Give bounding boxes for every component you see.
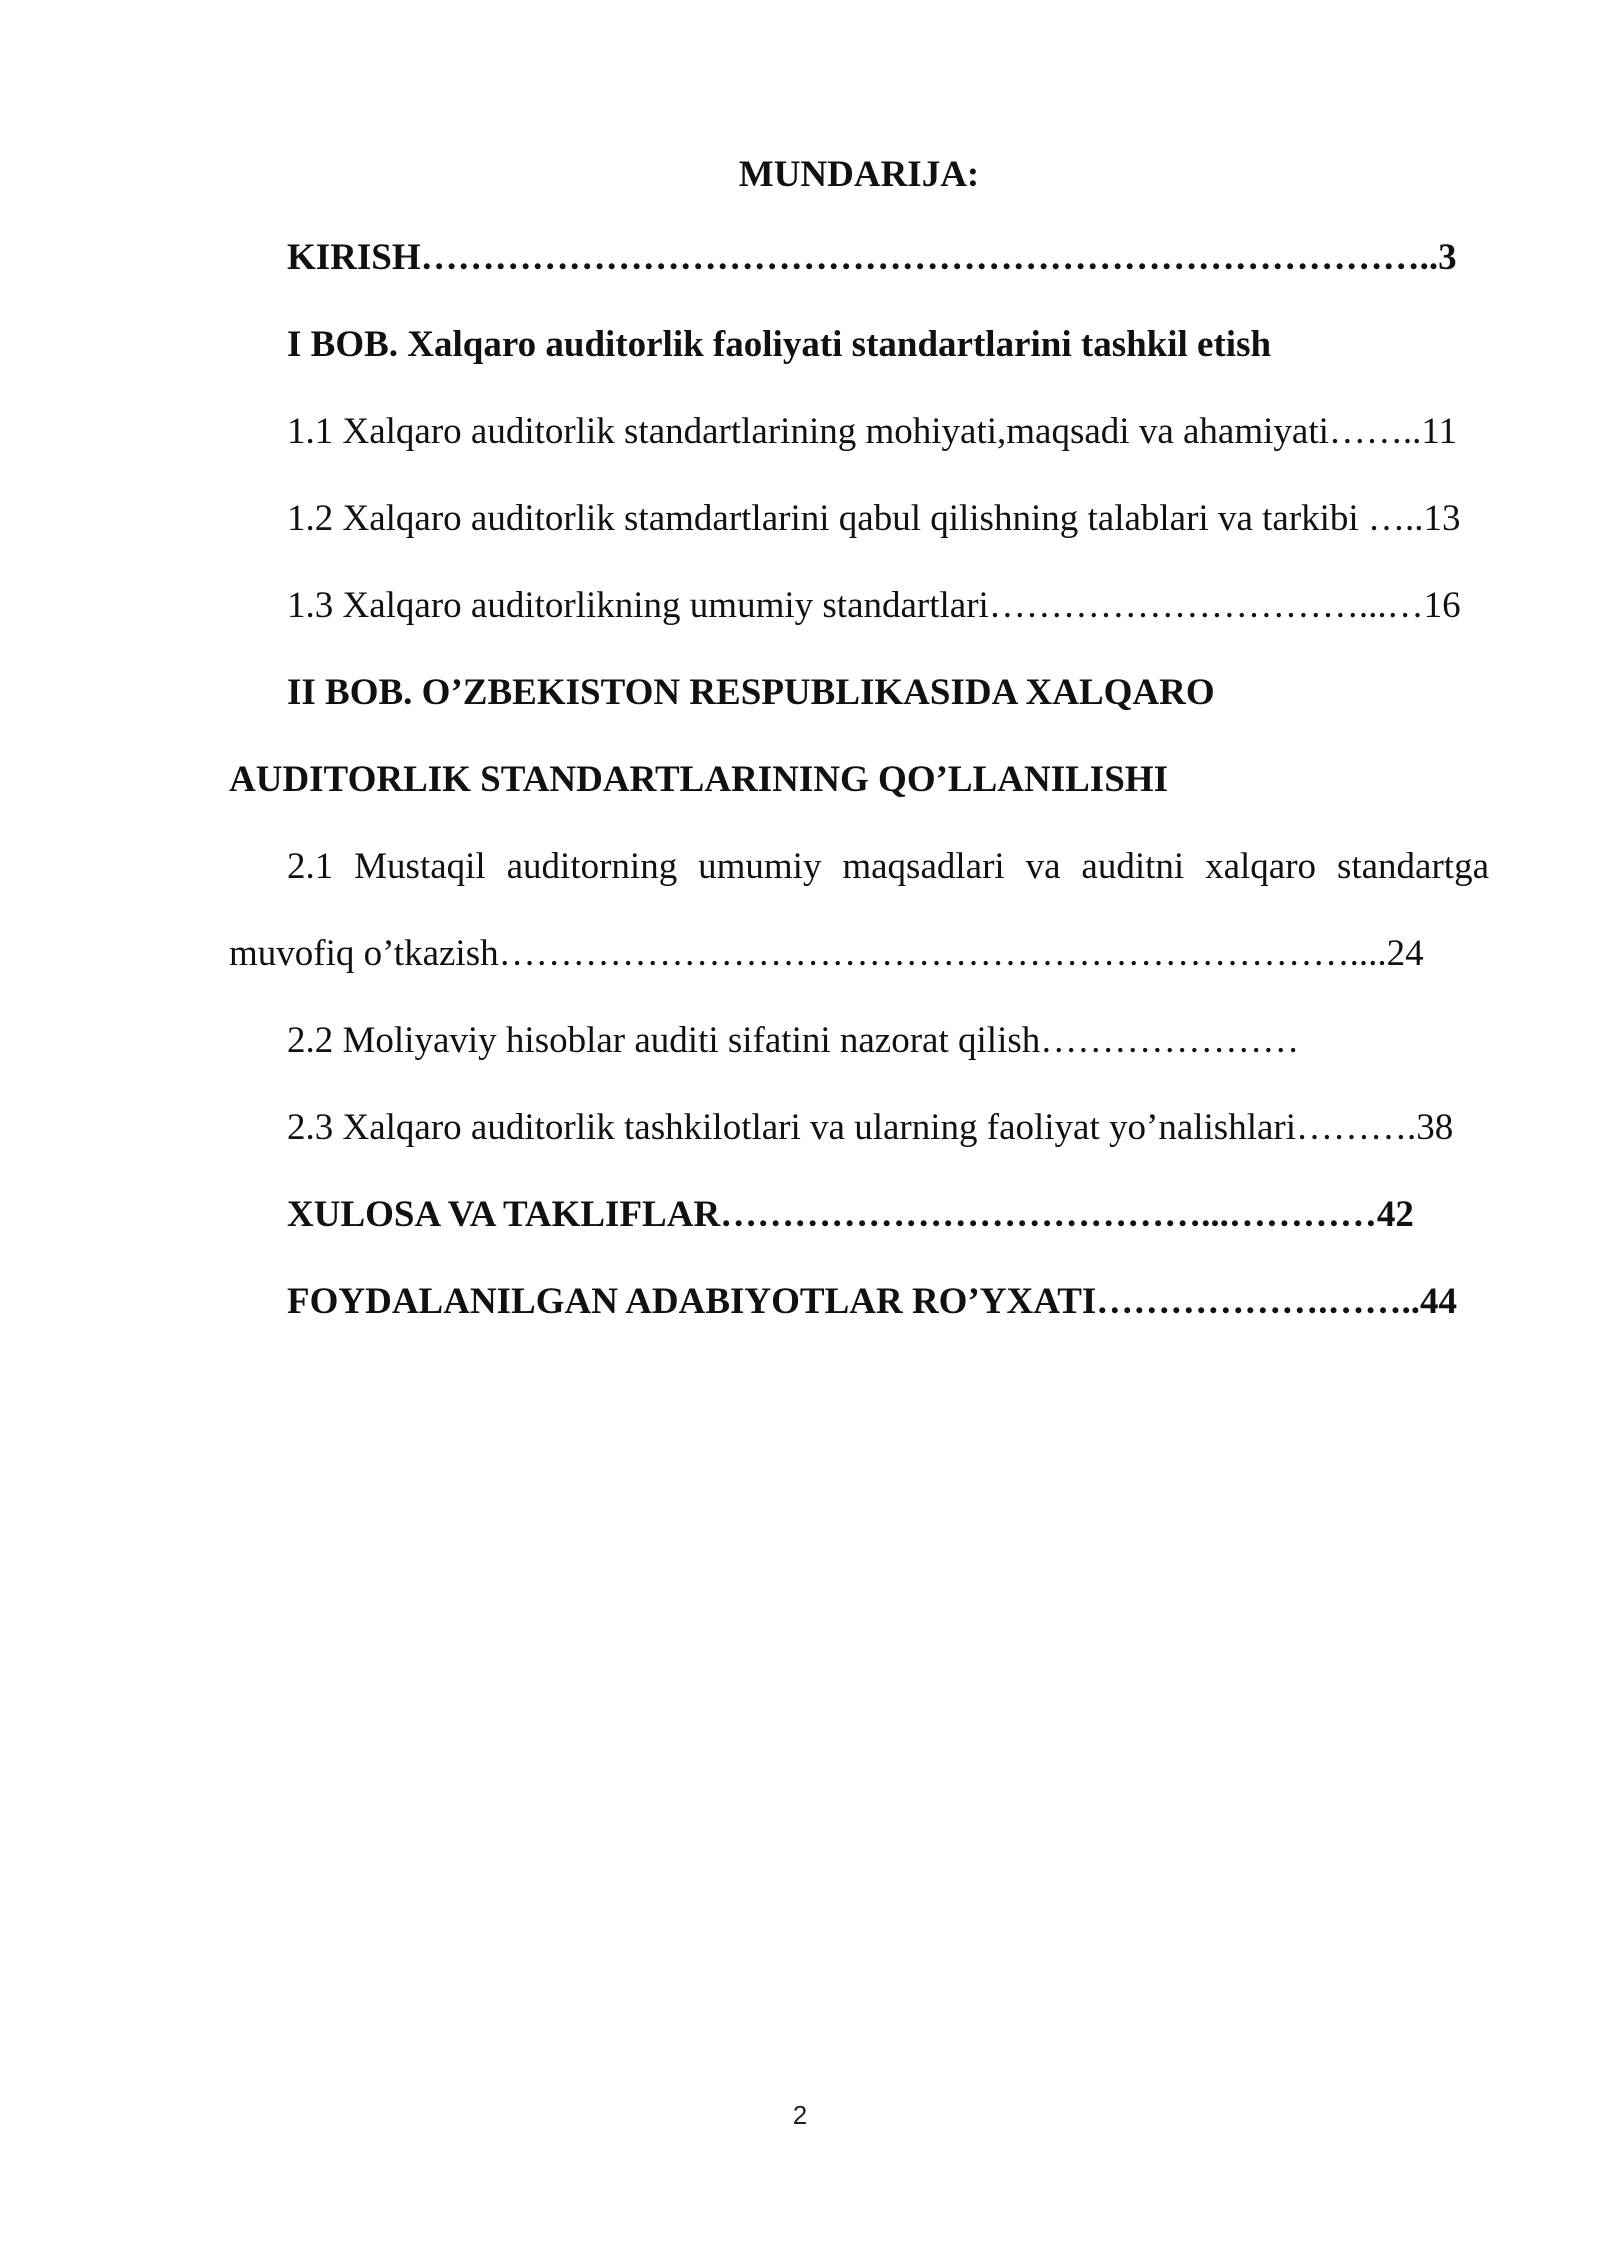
toc-entry-1-3[interactable]: 1.3 Xalqaro auditorlikning umumiy standartlari…………………………...…16 (287, 585, 1461, 626)
toc-entry-2-3[interactable]: 2.3 Xalqaro auditorlik tashkilotlari va ularning faoliyat yo’nalishlari……….38 (287, 1107, 1454, 1148)
toc-entry-kirish[interactable]: KIRISH………………………………………………………………………..3 (287, 237, 1457, 278)
toc-chapter-2-heading-line2[interactable]: AUDITORLIK STANDARTLARINING QO’LLANILISHI (229, 759, 1168, 800)
toc-entry-conclusions[interactable]: XULOSA VA TAKLIFLAR…………………………………...…………42 (287, 1194, 1414, 1235)
toc-title: MUNDARIJA: (738, 154, 980, 195)
toc-entry-2-2[interactable]: 2.2 Moliyaviy hisoblar auditi sifatini nazorat qilish………………… (287, 1020, 1300, 1061)
table-of-contents (229, 150, 1489, 1345)
toc-entry-1-2[interactable]: 1.2 Xalqaro auditorlik stamdartlarini qabul qilishning talablari va tarkibi …..13 (287, 498, 1461, 539)
toc-entry-references[interactable]: FOYDALANILGAN ADABIYOTLAR RO’YXATI……………….……..44 (287, 1281, 1458, 1322)
toc-entry-1-1[interactable]: 1.1 Xalqaro auditorlik standartlarining mohiyati,maqsadi va ahamiyati……..11 (287, 411, 1458, 452)
toc-chapter-1-heading[interactable]: I BOB. Xalqaro auditorlik faoliyati standartlarini tashkil etish (287, 324, 1272, 365)
toc-entry-2-1-line2[interactable]: muvofiq o’tkazish……………………………………………………………....24 (229, 933, 1424, 974)
page-number: 2 (792, 2100, 808, 2130)
toc-chapter-2-heading-line1[interactable]: II BOB. O’ZBEKISTON RESPUBLIKASIDA XALQARO (287, 672, 1215, 713)
toc-entry-2-1-line1[interactable]: 2.1 Mustaqil auditorning umumiy maqsadlari va auditni xalqaro standartga (287, 846, 1489, 887)
